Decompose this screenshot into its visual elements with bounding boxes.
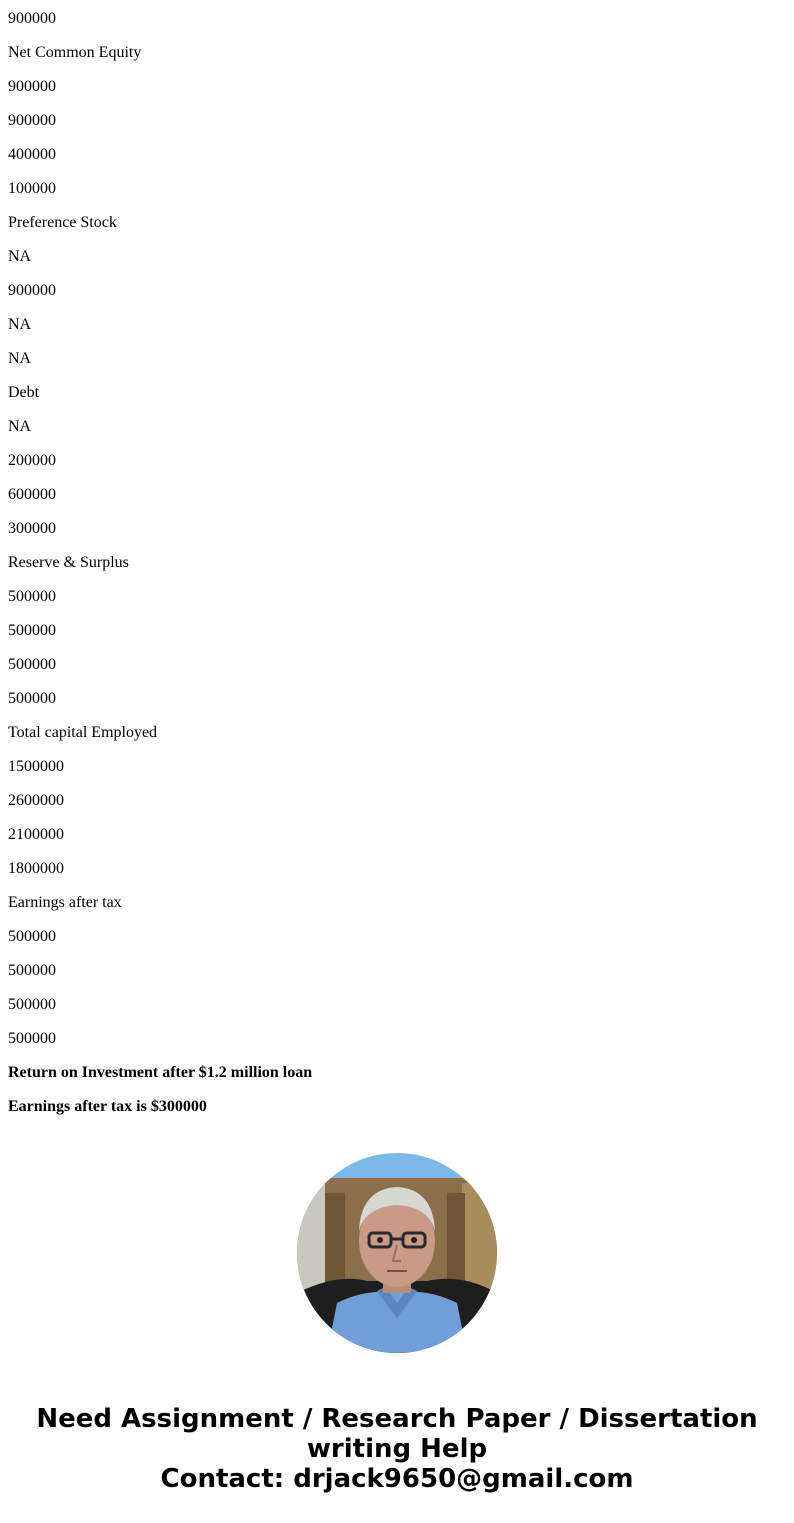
text-line: 100000	[8, 180, 56, 197]
text-line: Preference Stock	[8, 214, 117, 231]
text-line: 2100000	[8, 826, 64, 843]
text-line: 500000	[8, 690, 56, 707]
promo-banner	[0, 1404, 794, 1494]
text-line: 1800000	[8, 860, 64, 877]
bold-text-line: Earnings after tax is $300000	[8, 1098, 207, 1115]
text-line: 500000	[8, 622, 56, 639]
text-line: 500000	[8, 962, 56, 979]
promo-contact: Contact: drjack9650@gmail.com	[160, 1464, 634, 1494]
document-body	[8, 10, 786, 1132]
text-line: 900000	[8, 112, 56, 129]
text-line: 200000	[8, 452, 56, 469]
text-line: 1500000	[8, 758, 64, 775]
text-line: 900000	[8, 282, 56, 299]
text-line: Earnings after tax	[8, 894, 122, 911]
text-line: NA	[8, 350, 32, 367]
text-line: 400000	[8, 146, 56, 163]
text-line: 300000	[8, 520, 56, 537]
text-line: NA	[8, 418, 32, 435]
author-photo-icon	[297, 1153, 497, 1353]
text-line: 500000	[8, 588, 56, 605]
text-line: 500000	[8, 928, 56, 945]
text-line: 2600000	[8, 792, 64, 809]
author-avatar	[297, 1153, 497, 1353]
text-line: Net Common Equity	[8, 44, 142, 61]
text-line: 900000	[8, 10, 56, 27]
text-line: Reserve & Surplus	[8, 554, 129, 571]
text-line: 500000	[8, 1030, 56, 1047]
text-line: Total capital Employed	[8, 724, 158, 741]
text-line: Debt	[8, 384, 40, 401]
promo-line-1: Need Assignment / Research Paper / Dissertation	[36, 1404, 758, 1434]
text-line: 600000	[8, 486, 56, 503]
promo-line-2: writing Help	[306, 1434, 488, 1464]
bold-text-line: Return on Investment after $1.2 million loan	[8, 1064, 313, 1081]
text-line: 900000	[8, 78, 56, 95]
text-line: NA	[8, 316, 32, 333]
text-line: NA	[8, 248, 32, 265]
text-line: 500000	[8, 996, 56, 1013]
text-line: 500000	[8, 656, 56, 673]
